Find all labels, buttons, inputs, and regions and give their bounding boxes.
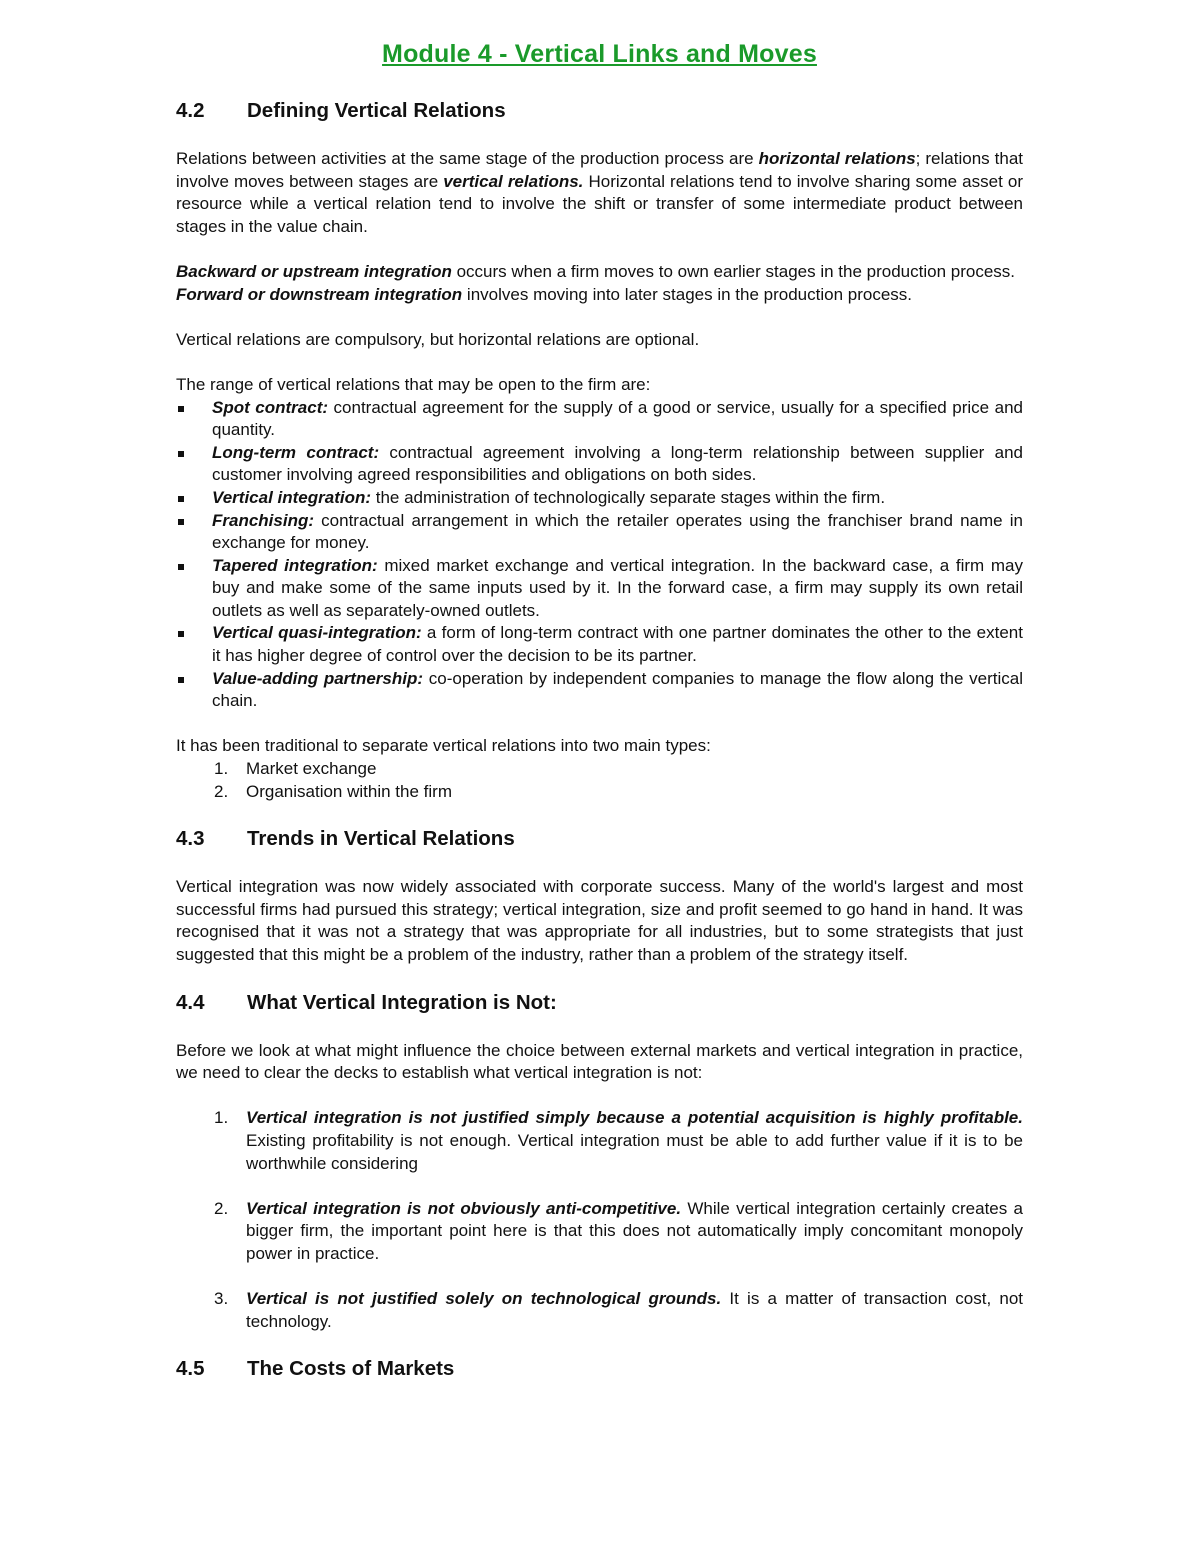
- section-heading-4-3: [176, 827, 1023, 851]
- term-vertical-relations: vertical relations.: [443, 171, 584, 191]
- list-term: Vertical is not justified solely on technological grounds.: [246, 1289, 722, 1309]
- term-horizontal-relations: horizontal relations: [758, 149, 916, 168]
- list-term: Spot contract:: [212, 397, 329, 417]
- list-item: [176, 622, 1023, 667]
- paragraph-trends: Vertical integration was now widely associated with corporate success. Many of the world's largest and most successful firms had pursued this strategy; vertical integration, size and profit seemed to go hand in hand. It was recognised that it was not a strategy that was appropriate for all industries, but to some strategists that just suggested that this might be a problem of the industry, rather than a problem of the strategy itself.: [176, 877, 1023, 964]
- list-term: Franchising:: [212, 510, 315, 530]
- paragraph-forward-integration: [176, 284, 1023, 307]
- section-heading-4-4: [176, 991, 1023, 1015]
- not-list: [176, 1198, 1023, 1266]
- vertical-relations-list: [176, 397, 1023, 713]
- list-term: Vertical integration is not obviously anti-competitive.: [246, 1198, 682, 1218]
- list-text: contractual agreement for the supply of a good or service, usually for a specified price and quantity.: [212, 397, 1023, 440]
- term-backward-integration: Backward or upstream integration: [176, 261, 452, 281]
- list-text: co-operation by independent companies to manage the flow along the vertical chain.: [212, 668, 1023, 711]
- types-list: [176, 758, 1023, 803]
- section-number: 4.5: [176, 1357, 205, 1381]
- list-item: [176, 781, 1023, 804]
- page-title: Module 4 - Vertical Links and Moves: [382, 40, 817, 68]
- list-item: [176, 555, 1023, 623]
- paragraph-backward-integration: [176, 261, 1023, 284]
- list-term: Vertical integration is not justified simply because a potential acquisition is highly profitable.: [246, 1108, 1023, 1128]
- bullet-icon: [178, 496, 184, 502]
- list-text: Existing profitability is not enough. Vertical integration must be able to add further value if it is to be worthwhile considering: [246, 1130, 1023, 1173]
- list-text: Market exchange: [246, 759, 377, 779]
- term-forward-integration: Forward or downstream integration: [176, 284, 463, 304]
- section-title: Trends in Vertical Relations: [247, 827, 515, 851]
- bullet-icon: [178, 631, 184, 637]
- text-run: ; relations that involve moves between stages are: [176, 149, 1024, 191]
- list-item: [176, 442, 1023, 487]
- list-number: 3.: [214, 1289, 229, 1309]
- list-text: While vertical integration certainly creates a bigger firm, the important point here is that this does not automatically imply concomitant monopoly power in practice.: [246, 1198, 1023, 1263]
- bullet-icon: [178, 564, 184, 570]
- list-item: [176, 758, 1023, 781]
- list-number: 2.: [214, 1198, 229, 1218]
- bullet-icon: [178, 519, 184, 525]
- list-item: [176, 510, 1023, 555]
- text-run: occurs when a firm moves to own earlier stages in the production process.: [451, 261, 1015, 281]
- list-text: mixed market exchange and vertical integration. In the backward case, a firm may buy and make some of the same inputs used by it. In the forward case, a firm may supply its own retail outlets as well as separately-owned outlets.: [212, 555, 1023, 620]
- section-number: 4.4: [176, 990, 205, 1014]
- list-number: 1.: [214, 1108, 229, 1128]
- list-text: a form of long-term contract with one partner dominates the other to the extent it has higher degree of control over the decision to be its partner.: [212, 623, 1023, 666]
- paragraph-relations: [176, 148, 1023, 238]
- list-item: [176, 1198, 1023, 1266]
- list-item: [176, 1288, 1023, 1333]
- list-term: Vertical integration:: [212, 487, 372, 507]
- section-heading-4-5: [176, 1357, 1023, 1381]
- paragraph-two-types: It has been traditional to separate vertical relations into two main types:: [176, 736, 711, 756]
- section-title: The Costs of Markets: [247, 1357, 455, 1381]
- bullet-icon: [178, 406, 184, 412]
- list-item: [176, 487, 1023, 510]
- section-number: 4.3: [176, 827, 205, 851]
- section-heading-4-2: [176, 99, 1023, 123]
- section-title: What Vertical Integration is Not:: [247, 990, 557, 1014]
- paragraph-compulsory: Vertical relations are compulsory, but horizontal relations are optional.: [176, 329, 700, 349]
- paragraph-range-intro: The range of vertical relations that may be open to the firm are:: [176, 374, 651, 394]
- list-item: [176, 668, 1023, 713]
- document-page: [176, 40, 1023, 1406]
- paragraph-not-intro: Before we look at what might influence the choice between external markets and vertical integration in practice, we need to clear the decks to establish what vertical integration is not:: [176, 1040, 1023, 1083]
- not-list: [176, 1288, 1023, 1333]
- section-title: Defining Vertical Relations: [247, 99, 506, 122]
- text-run: Relations between activities at the same stage of the production process are: [176, 149, 759, 168]
- list-term: Long-term contract:: [212, 442, 380, 462]
- list-term: Tapered integration:: [212, 555, 378, 575]
- list-text: the administration of technologically separate stages within the firm.: [371, 487, 886, 507]
- list-term: Vertical quasi-integration:: [212, 623, 422, 643]
- list-term: Value-adding partnership:: [212, 668, 424, 688]
- list-text: It is a matter of transaction cost, not technology.: [246, 1289, 1023, 1331]
- list-text: contractual arrangement in which the retailer operates using the franchiser brand name in exchange for money.: [212, 510, 1023, 553]
- text-run: involves moving into later stages in the production process.: [462, 284, 912, 304]
- list-item: [176, 397, 1023, 442]
- list-number: 1.: [214, 759, 229, 779]
- list-number: 2.: [214, 781, 229, 801]
- text-run: Horizontal relations tend to involve sharing some asset or resource while a vertical relation tend to involve the shift or transfer of some intermediate product between stages in the value chain.: [176, 171, 1023, 236]
- section-number: 4.2: [176, 99, 205, 122]
- bullet-icon: [178, 451, 184, 457]
- not-list: [176, 1107, 1023, 1175]
- list-item: [176, 1107, 1023, 1175]
- list-text: Organisation within the firm: [246, 781, 452, 801]
- bullet-icon: [178, 677, 184, 683]
- list-text: contractual agreement involving a long-term relationship between supplier and customer involving agreed responsibilities and obligations on both sides.: [212, 442, 1023, 485]
